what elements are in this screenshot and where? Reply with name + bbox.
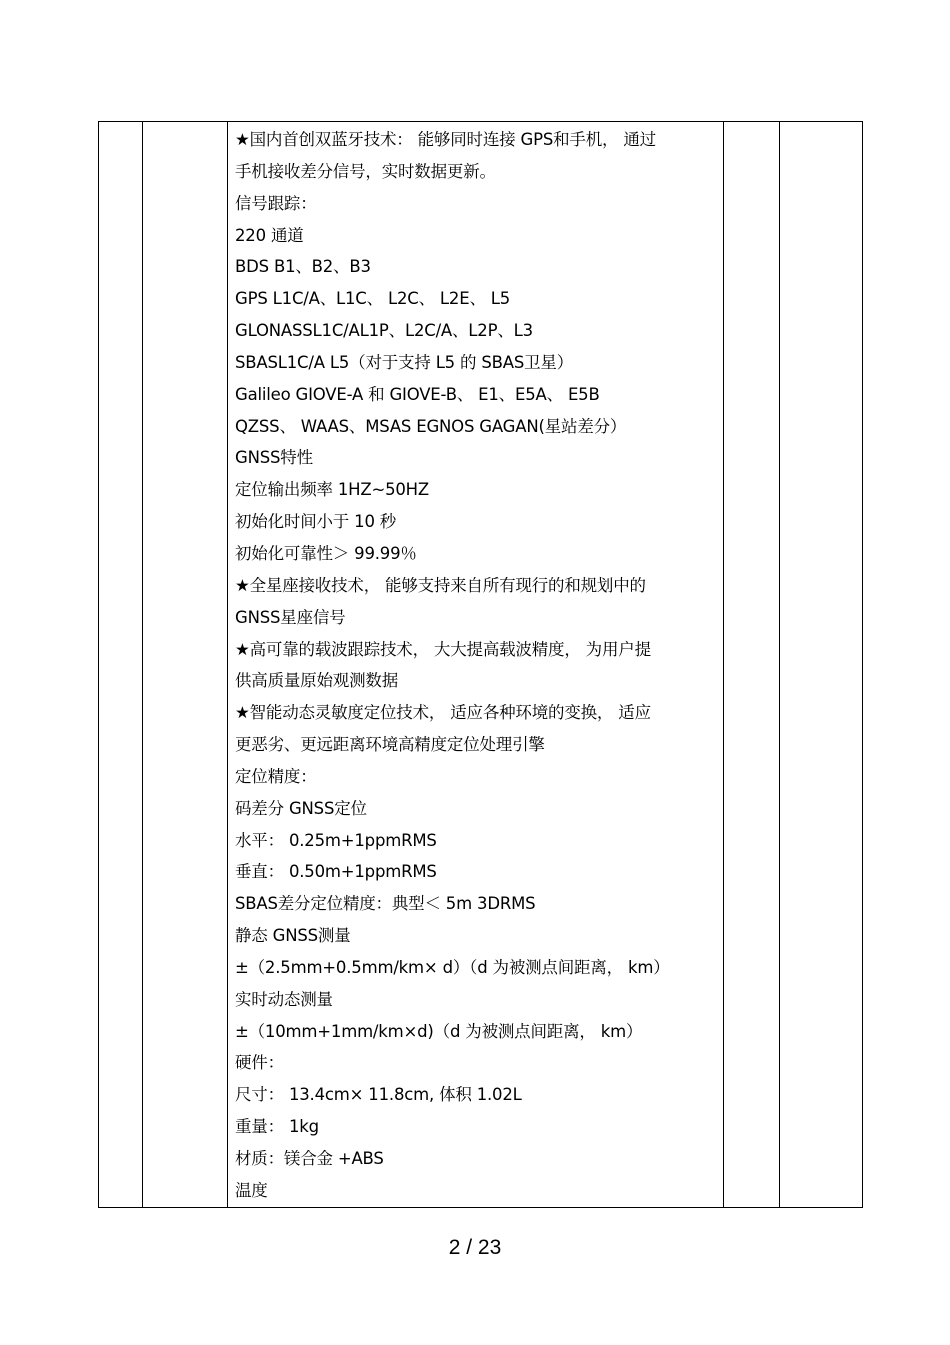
spec-line: BDS B1、B2、B3: [235, 257, 371, 277]
spec-line: 温度: [235, 1180, 268, 1200]
spec-line: 初始化时间小于 10 秒: [235, 512, 397, 532]
spec-line: 尺寸： 13.4cm× 11.8cm, 体积 1.02L: [235, 1085, 522, 1105]
spec-line: 信号跟踪：: [235, 193, 317, 213]
spec-line: QZSS、 WAAS、MSAS EGNOS GAGAN(星站差分）: [235, 416, 627, 436]
spec-line: 初始化可靠性＞ 99.99％: [235, 543, 417, 563]
spec-line: 静态 GNSS测量: [235, 926, 351, 946]
spec-line: 供高质量原始观测数据: [235, 671, 399, 691]
spec-line: GPS L1C/A、L1C、 L2C、 L2E、 L5: [235, 289, 511, 309]
spec-line: 实时动态测量: [235, 989, 333, 1009]
spec-line: 更恶劣、更远距离环境高精度定位处理引擎: [235, 735, 545, 755]
spec-line: 垂直： 0.50m+1ppmRMS: [235, 862, 437, 882]
spec-line: Galileo GIOVE-A 和 GIOVE-B、 E1、E5A、 E5B: [235, 384, 600, 404]
spec-line: SBAS差分定位精度：典型＜ 5m 3DRMS: [235, 894, 536, 914]
spec-line: GNSS星座信号: [235, 607, 346, 627]
spec-line: 定位精度：: [235, 766, 317, 786]
item-name-cell: [143, 122, 228, 1208]
table-row: [99, 122, 863, 1208]
spec-line: 硬件：: [235, 1053, 284, 1073]
page-number: 2 / 23: [448, 1236, 502, 1259]
spec-line: 重量： 1kg: [235, 1117, 319, 1137]
spec-line: 定位输出频率 1HZ~50HZ: [235, 480, 429, 500]
remark-cell: [780, 122, 863, 1208]
spec-line: ★智能动态灵敏度定位技术， 适应各种环境的变换， 适应: [235, 703, 651, 723]
spec-content-cell: [228, 122, 724, 1208]
spec-line: ±（10mm+1mm/km×d)（d 为被测点间距离， km）: [235, 1021, 643, 1041]
spec-line: 材质：镁合金 +ABS: [235, 1149, 384, 1168]
spec-line: 手机接收差分信号，实时数据更新。: [235, 161, 496, 181]
spec-line: 220 通道: [235, 225, 304, 245]
spec-line: 码差分 GNSS定位: [235, 798, 367, 818]
spec-line: ★高可靠的载波跟踪技术， 大大提高载波精度， 为用户提: [235, 639, 651, 659]
spec-line: 水平： 0.25m+1ppmRMS: [235, 830, 437, 850]
spec-line: SBASL1C/A L5（对于支持 L5 的 SBAS卫星）: [235, 352, 574, 372]
spec-line: GNSS特性: [235, 448, 313, 468]
spec-table: [98, 121, 863, 1208]
spec-line: ★全星座接收技术， 能够支持来自所有现行的和规划中的: [235, 575, 646, 595]
index-cell: [99, 122, 143, 1208]
spec-line: ±（2.5mm+0.5mm/km× d）（d 为被测点间距离， km）: [235, 957, 670, 977]
spec-line: GLONASSL1C/AL1P、L2C/A、L2P、L3: [235, 321, 533, 341]
quantity-cell: [724, 122, 780, 1208]
spec-line: ★国内首创双蓝牙技术： 能够同时连接 GPS和手机， 通过: [235, 130, 656, 149]
